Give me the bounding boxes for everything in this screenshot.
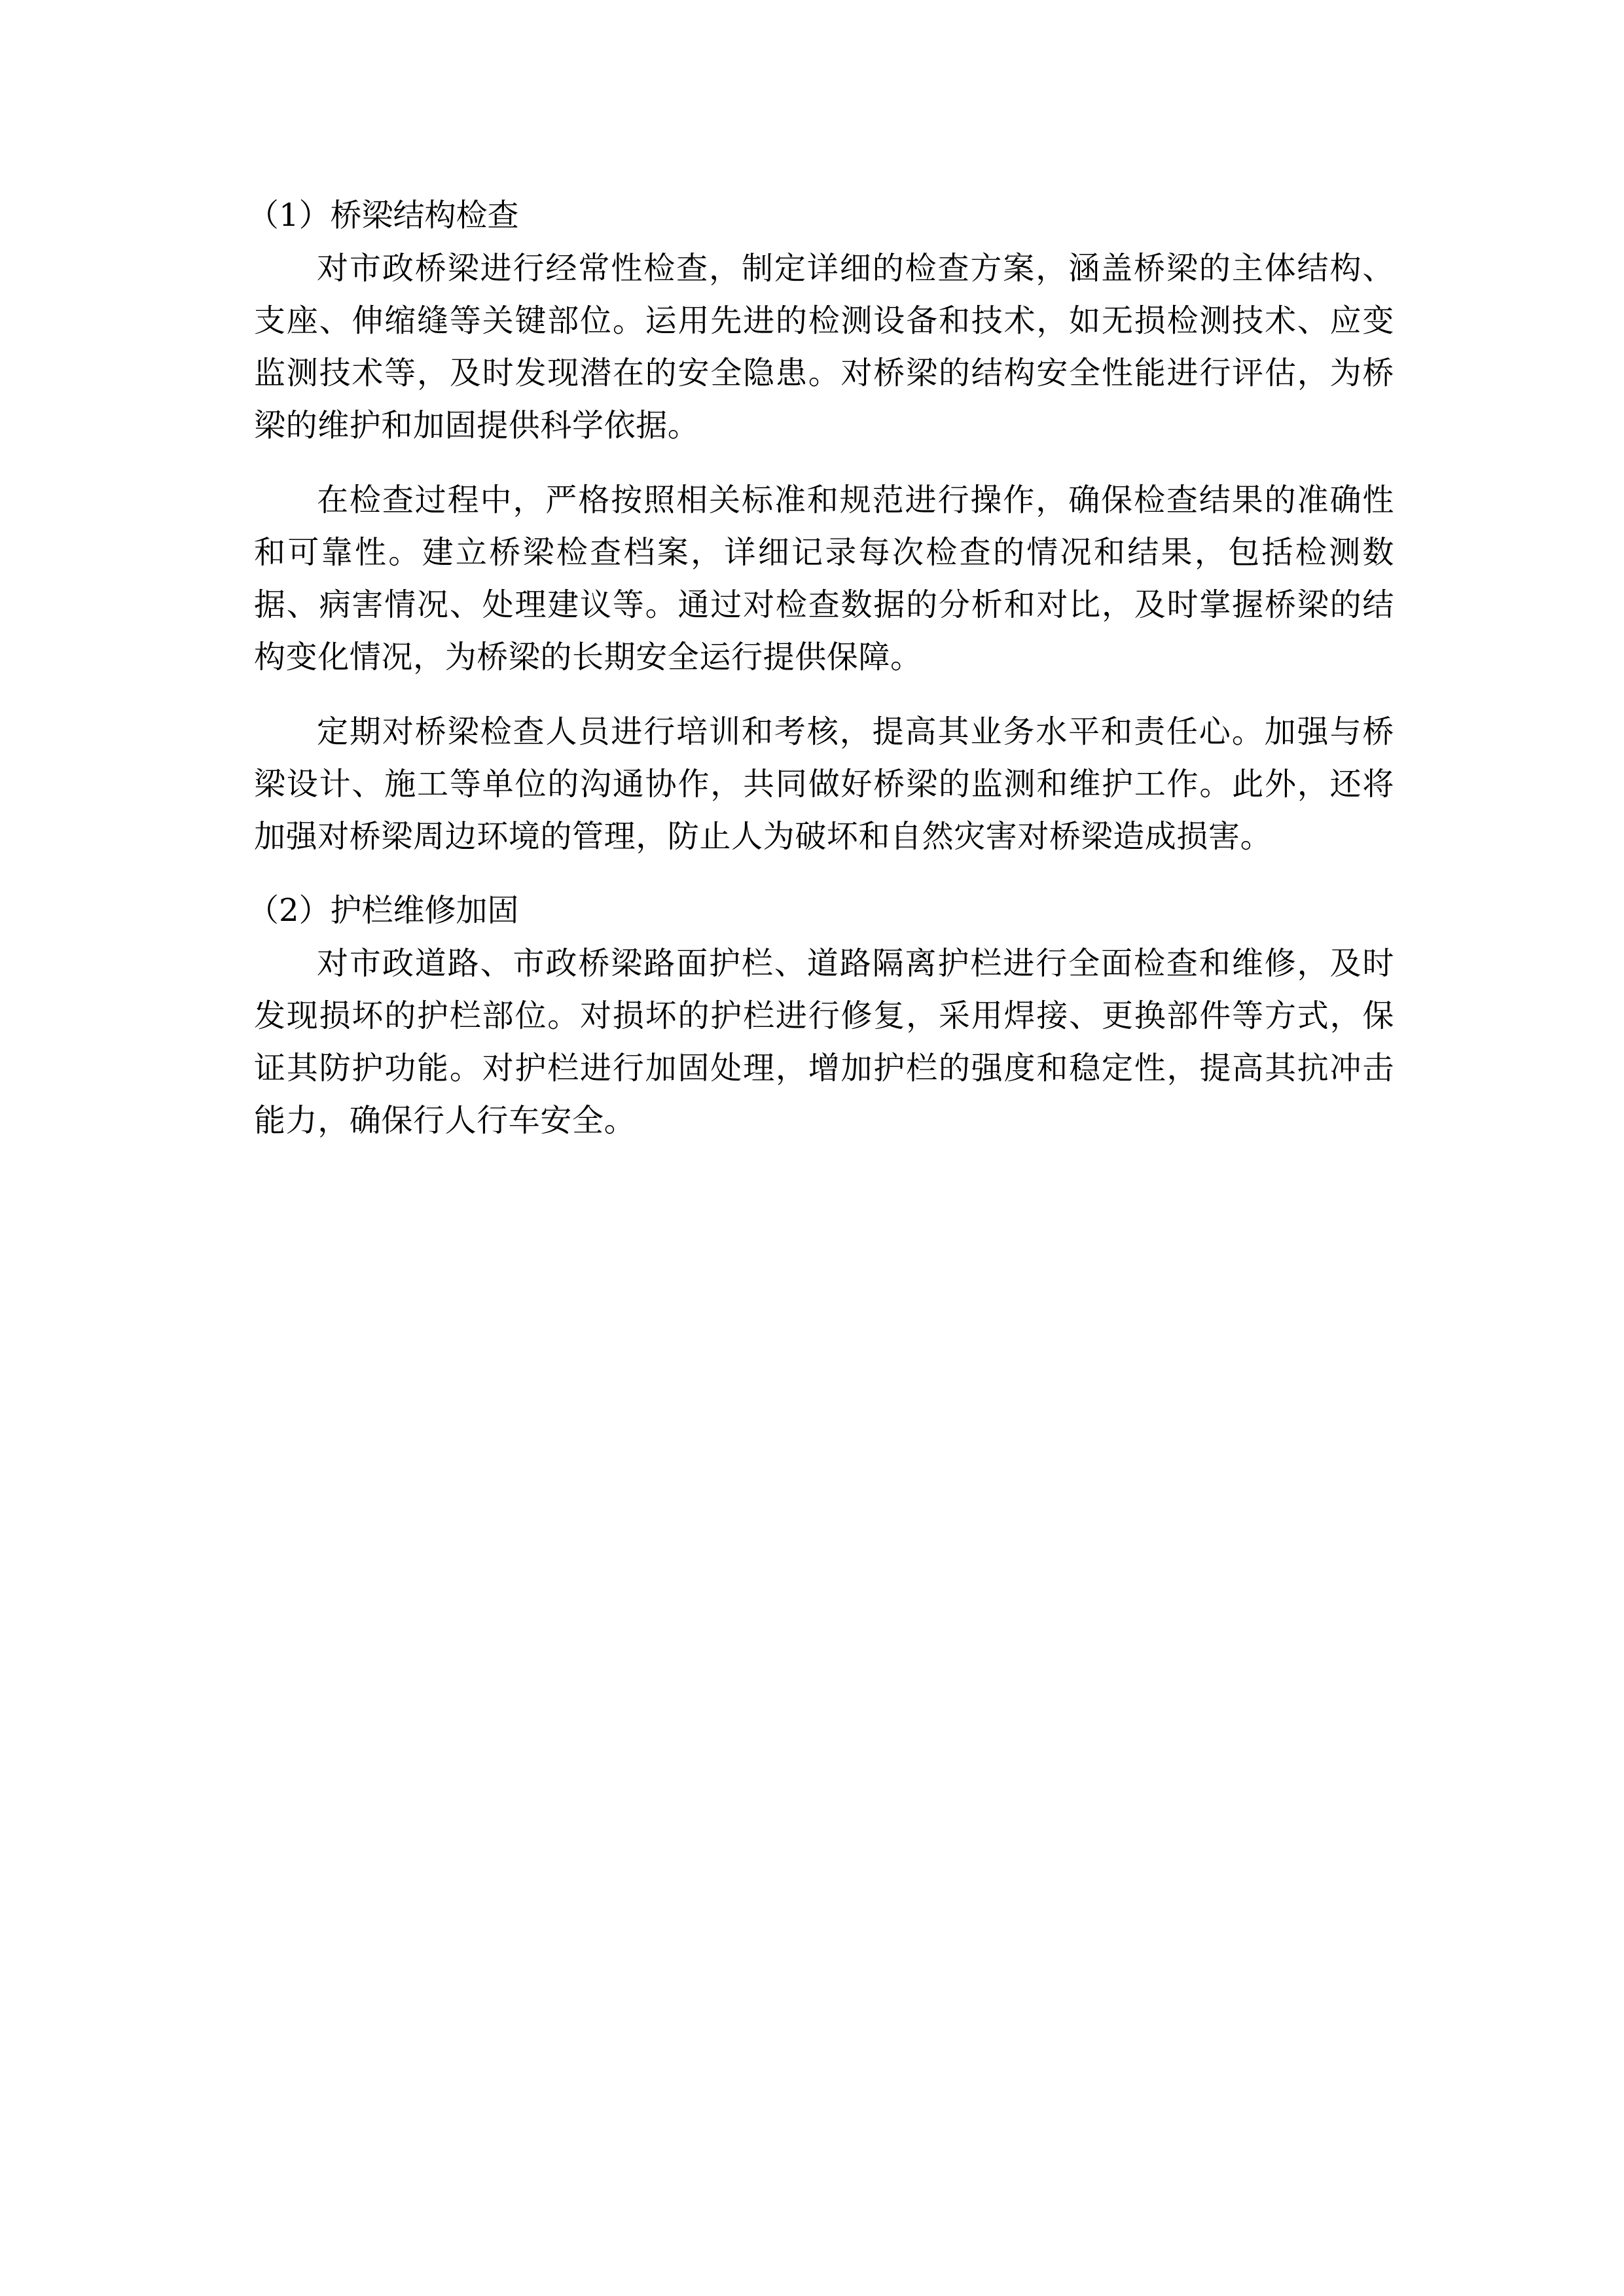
- document-page: [247, 190, 1394, 1169]
- paragraph-guardrail-repair-1: 对市政道路、市政桥梁路面护栏、道路隔离护栏进行全面检查和维修，及时发现损坏的护栏部位。对损坏的护栏进行修复，采用焊接、更换部件等方式，保证其防护功能。对护栏进行加固处理，增加护栏的强度和稳定性，提高其抗冲击能力，确保行人行车安全。: [254, 945, 1394, 1139]
- paragraph-bridge-inspection-2: 在检查过程中，严格按照相关标准和规范进行操作，确保检查结果的准确性和可靠性。建立桥梁检查档案，详细记录每次检查的情况和结果，包括检测数据、病害情况、处理建议等。通过对检查数据的分析和对比，及时掌握桥梁的结构变化情况，为桥梁的长期安全运行提供保障。: [254, 482, 1394, 675]
- paragraph-bridge-inspection-1: 对市政桥梁进行经常性检查，制定详细的检查方案，涵盖桥梁的主体结构、支座、伸缩缝等关键部位。运用先进的检测设备和技术，如无损检测技术、应变监测技术等，及时发现潜在的安全隐患。对桥梁的结构安全性能进行评估，为桥梁的维护和加固提供科学依据。: [254, 250, 1394, 444]
- section-heading-guardrail-repair: （2）护栏维修加固: [247, 892, 519, 929]
- paragraph-bridge-inspection-3: 定期对桥梁检查人员进行培训和考核，提高其业务水平和责任心。加强与桥梁设计、施工等单位的沟通协作，共同做好桥梁的监测和维护工作。此外，还将加强对桥梁周边环境的管理，防止人为破坏和自然灾害对桥梁造成损害。: [254, 713, 1394, 855]
- section-heading-bridge-inspection: （1）桥梁结构检查: [247, 197, 519, 234]
